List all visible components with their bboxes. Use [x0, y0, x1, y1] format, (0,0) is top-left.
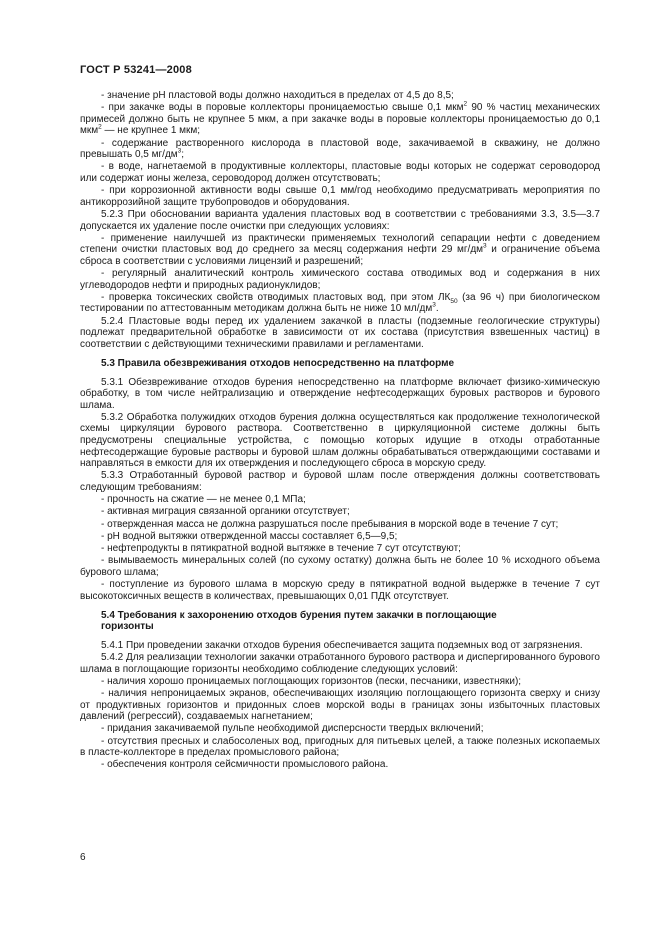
list-item: - вымываемость минеральных солей (по сухому остатку) должна быть не более 10 % исходного объема бурового шлама;	[80, 555, 600, 578]
paragraph: 5.2.4 Пластовые воды перед их удалением закачкой в пласты (подземные геологические структуры) подлежат предварительной обработке в зависимости от их состава (присутствия взвешенных частиц) в соответствии с действующими техническими правилами и регламентами.	[80, 315, 600, 350]
list-item: - придания закачиваемой пульпе необходимой дисперсности твердых включений;	[101, 723, 484, 735]
paragraph: - проверка токсических свойств отводимых пластовых вод, при этом $ЛК_{50}$ (за 96 ч) при биологическом тестировании по аттестованным методикам должна быть не ниже 10 $мл/дм^3$.	[80, 291, 601, 315]
paragraph: 5.4.1 При проведении закачки отходов бурения обеспечивается защита подземных вод от загрязнения.	[101, 639, 583, 651]
section-heading-5-3: 5.3 Правила обезвреживания отходов непосредственно на платформе	[101, 357, 455, 369]
paragraph: 5.2.3 При обосновании варианта удаления пластовых вод в соответствии с требованиями 3.3, 3.5—3.7 допускается их удаление после очистки при следующих условиях:	[80, 208, 600, 232]
paragraph: - при закачке воды в поровые коллекторы проницаемостью свыше 0,1 мкм$^2$ 90 % частиц механических примесей должно быть не крупнее 5 мкм, а при закачке воды в поровые коллекторы проницаемостью до 0,1 мкм$^2$ — не крупнее 1 мкм;	[80, 100, 600, 137]
paragraph: - содержание растворенного кислорода в пластовой воде, закачиваемой в скважину, не должно превышать 0,5 $мг/дм^3$;	[80, 137, 600, 161]
list-item: - отвержденная масса не должна разрушаться после пребывания в морской воде в течение 7 сут;	[101, 518, 559, 530]
paragraph: - регулярный аналитический контроль химического состава отводимых вод и содержания в них углеводородов нефти и природных радионуклидов;	[80, 268, 600, 291]
list-item: - прочность на сжатие — не менее 0,1 МПа;	[101, 494, 306, 506]
paragraph: 5.4.2 Для реализации технологии закачки отработанного бурового раствора и диспергированного бурового шлама в поглощающие горизонты необходимо соблюдение следующих условий:	[80, 652, 600, 675]
list-item: - pH водной вытяжки отвержденной массы составляет 6,5—9,5;	[101, 530, 398, 542]
paragraph: 5.3.2 Обработка полужидких отходов бурения должна осуществляться как продолжение технологической схемы циркуляции бурового раствора. Соответственно в циркуляционной системе должны быть предусмотрены специальные устройства, с помощью которых идущие в отходы отработанные нефтесодержащие буровые растворы и буровой шлам должны обрабатываться отверждающими составами и направляться в емкости для их отверждения и последующего сброса в морскую среду.	[80, 411, 600, 470]
page-body	[80, 90, 600, 772]
paragraph: - при коррозионной активности воды свыше 0,1 мм/год необходимо предусматривать мероприятия по антикоррозийной защите трубопроводов и оборудования.	[80, 185, 600, 208]
document-header: ГОСТ Р 53241—2008	[80, 64, 192, 76]
list-item: - обеспечения контроля сейсмичности промыслового района.	[101, 759, 389, 771]
list-item: - поступление из бурового шлама в морскую среду в пятикратной водной выдержке в течение 7 сут высокотоксичных веществ в количествах, превышающих 0,01 ПДК отсутствует.	[80, 578, 600, 602]
paragraph: - в воде, нагнетаемой в продуктивные коллекторы, пластовые воды которых не содержат сероводород или содержат ионы железа, сероводород должен отсутствовать;	[80, 161, 600, 184]
list-item: - отсутствия пресных и слабосоленых вод, пригодных для питьевых целей, а также полезных ископаемых в пласте-коллекторе в пределах промыслового района;	[80, 735, 600, 759]
paragraph: - применение наилучшей из практически применяемых технологий сепарации нефти с доведением степени очистки пластовых вод до среднего за месяц содержания нефти 29 $мг/дм^3$ и ограничение объема сброса в соответствии с условиями лицензий и разрешений;	[80, 232, 600, 267]
list-item: - наличия хорошо проницаемых поглощающих горизонтов (пески, песчаники, известняки);	[101, 675, 522, 687]
section-heading-5-4: 5.4 Требования к захоронению отходов бурения путем закачки в поглощающие горизонты	[101, 609, 497, 633]
list-item: - активная миграция связанной органики отсутствует;	[101, 506, 350, 518]
list-item: - нефтепродукты в пятикратной водной вытяжке в течение 7 сут отсутствуют;	[101, 542, 461, 554]
paragraph: - значение pH пластовой воды должно находиться в пределах от 4,5 до 8,5;	[101, 90, 454, 101]
paragraph: 5.3.1 Обезвреживание отходов бурения непосредственно на платформе включает физико-химическую обработку, в том числе нейтрализацию и отверждение нефтесодержащих буровых растворов и бурового шлама.	[80, 376, 600, 411]
list-item: - наличия непроницаемых экранов, обеспечивающих изоляцию поглощающего горизонта сверху и снизу от продуктивных горизонтов и придонных слоев морской воды в границах зоны избыточных пластовых давлений (регрессий), создаваемых нагнетанием;	[80, 687, 600, 723]
page-number: 6	[80, 852, 86, 863]
paragraph: 5.3.3 Отработанный буровой раствор и буровой шлам после отверждения должны соответствовать следующим требованиям:	[80, 470, 600, 494]
